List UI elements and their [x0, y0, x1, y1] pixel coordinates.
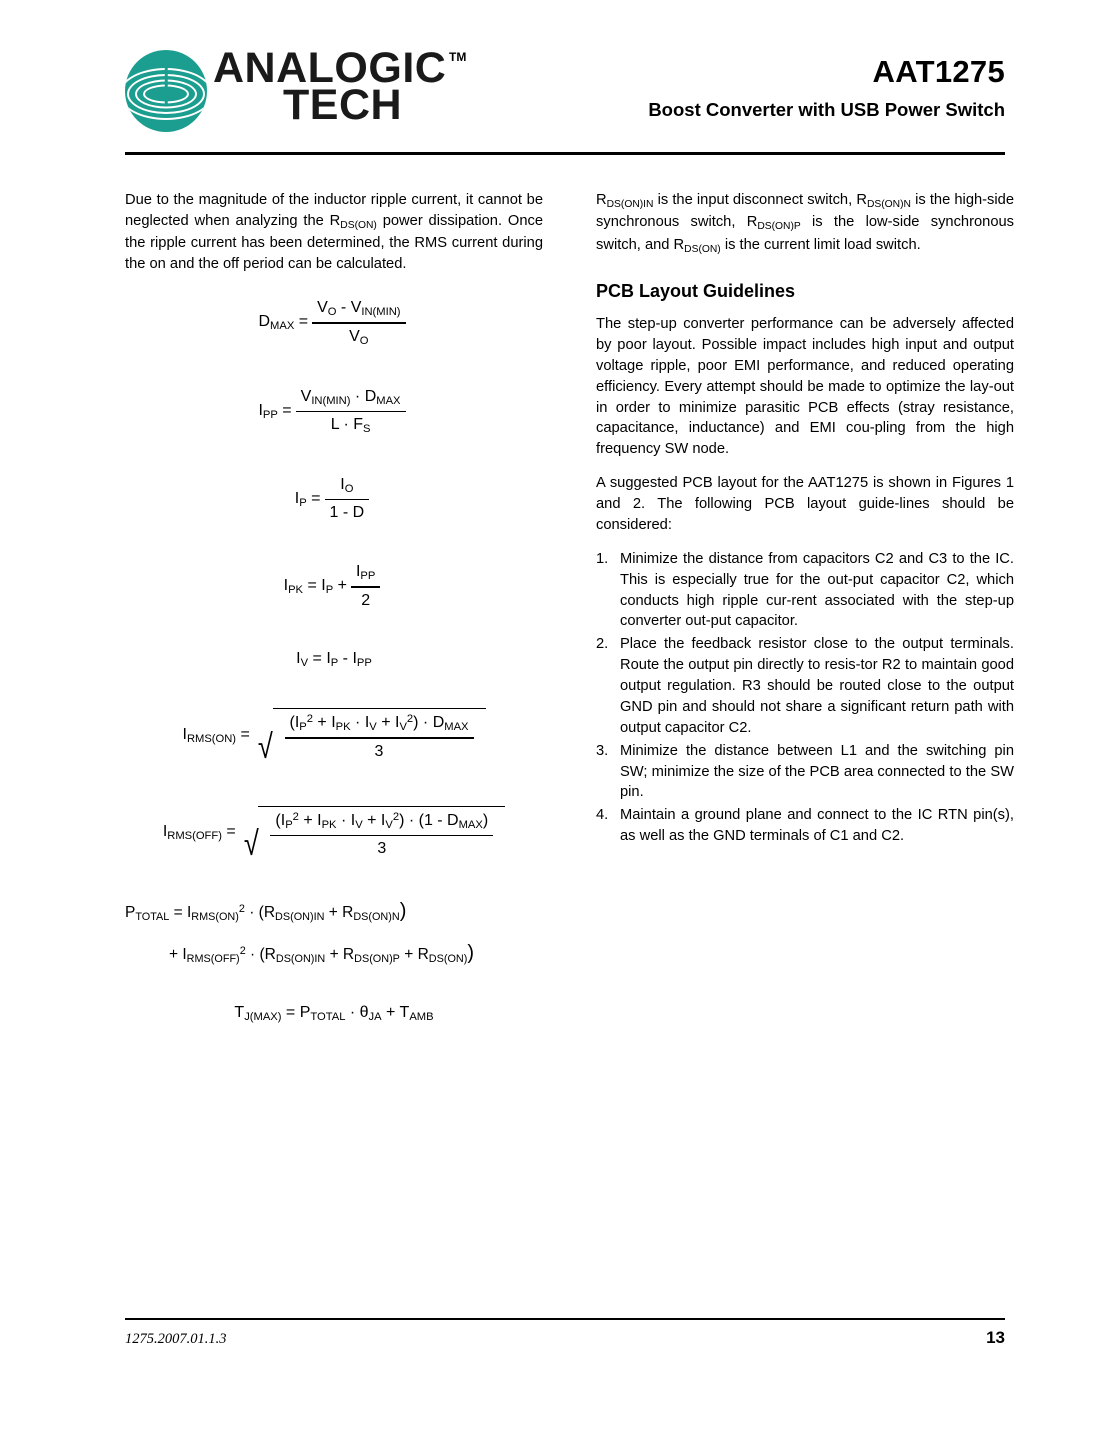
list-item	[596, 634, 1014, 738]
equation-ip-lhs: $I_P$ =	[294, 489, 321, 509]
equation-dmax-numerator: $V_O - V_{IN(MIN)}$	[317, 299, 401, 319]
equation-ip	[125, 474, 543, 525]
rdson-definition-paragraph: $R_{DS(ON)IN}$ is the input disconnect switch, $R_{DS(ON)N}$ is the high-side synchronous switch, $R_{DS(ON)P}$ is the low-side synchronous switch, and $R_{DS(ON)}$ is the current limit load switch.	[596, 192, 1015, 255]
equation-irms-off-numerator: $(I_P^2 + I_{PK} \cdot I_V + I_V^2) \cdot (1 - D_{MAX})$	[275, 810, 489, 831]
equation-dmax-fraction	[312, 297, 405, 349]
equation-irms-on	[125, 708, 543, 767]
equation-ipp-fraction	[296, 386, 406, 438]
list-item-text: Place the feedback resistor close to the output terminals. Route the output pin directly to resis-tor R2 to maintain good output regulation. R3 should be routed close to the output GND pin and should not share a significant return path with output capacitor C2.	[620, 636, 1014, 736]
equation-ptotal-line2: + $I_{RMS(OFF)}^2 \cdot (R_{DS(ON)IN} + R_{DS(ON)P} + R_{DS(ON)})$	[169, 942, 475, 966]
equation-irms-off-lhs: $I_{RMS(OFF)}$ =	[162, 823, 236, 843]
equation-ipk-denominator: 2	[361, 591, 371, 609]
equation-irms-on-fraction	[273, 708, 486, 763]
page-number: 13	[986, 1328, 1005, 1347]
logo-wordmark	[213, 44, 467, 129]
list-item-number: 1.	[596, 550, 609, 567]
equation-ipp	[125, 386, 543, 438]
intro-text-a: Due to the magnitude of the inductor ripple current, it cannot be neglected when analyzing the R	[125, 192, 543, 229]
radical-sign-icon: √	[257, 728, 273, 767]
equation-ipk-numerator: $I_{PP}$	[355, 563, 376, 583]
company-logo	[125, 44, 467, 132]
equation-ip-fraction	[325, 474, 370, 525]
equation-ipk	[125, 561, 543, 612]
equation-ipp-lhs: $I_{PP}$ =	[258, 401, 292, 421]
trademark-symbol: TM	[449, 50, 467, 64]
equation-ipk-fraction	[351, 561, 380, 612]
equation-iv	[125, 648, 543, 672]
section-heading-pcb-layout: PCB Layout Guidelines	[596, 281, 796, 302]
list-item-text: Maintain a ground plane and connect to the IC RTN pin(s), as well as the GND terminals of C1 and C2.	[620, 807, 1014, 845]
list-item	[596, 805, 1014, 847]
equation-tjmax	[125, 1002, 543, 1026]
intro-sub: DS(ON)	[340, 219, 377, 231]
equation-irms-on-numerator: $(I_P^2 + I_{PK} \cdot I_V + I_V^2) \cdot D_{MAX}$	[289, 713, 469, 734]
radical-sign-icon: √	[243, 825, 259, 864]
equation-irms-off-radical	[242, 806, 505, 864]
logo-word-tech: TECH	[283, 80, 403, 129]
list-item-text: Minimize the distance between L1 and the switching pin SW; minimize the size of the PCB area connected to the SW pin.	[620, 742, 1014, 801]
list-item	[596, 549, 1014, 633]
equation-irms-on-lhs: $I_{RMS(ON)}$ =	[182, 725, 250, 746]
list-item-number: 4.	[596, 807, 609, 824]
equation-irms-off-fraction	[258, 806, 505, 861]
analogic-logo-mark	[125, 50, 207, 132]
equation-irms-on-denominator: 3	[374, 742, 384, 760]
page-footer	[125, 1328, 1005, 1348]
part-subtitle: Boost Converter with USB Power Switch	[648, 99, 1005, 120]
pcb-paragraph-2: A suggested PCB layout for the AAT1275 is shown in Figures 1 and 2. The following PCB layout guide-lines should be considered:	[596, 475, 1014, 533]
equation-dmax-lhs: $D_{MAX}$ =	[258, 313, 309, 333]
equation-ptotal	[125, 901, 543, 968]
equation-ip-denominator: 1 - D	[329, 504, 365, 522]
equation-dmax-denominator: $V_O$	[349, 327, 369, 347]
pcb-paragraph-1: The step-up converter performance can be adversely affected by poor layout. Possible impact includes high input and output voltage ripple, poor EMI performance, and reduced operating efficiency. Every attempt should be made to optimize the lay-out in order to minimize parasitic PCB effects (stray resistance, capacitance, inductance) and EMI cou-pling from the high frequency SW node.	[596, 316, 1014, 458]
equation-ipk-lhs: $I_{PK} = I_P$ +	[283, 576, 347, 596]
equation-irms-off	[125, 806, 543, 864]
equation-iv-expression: $I_V = I_P - I_{PP}$	[296, 650, 372, 670]
equation-tjmax-expression: $T_{J(MAX)} = P_{TOTAL} \cdot \theta_{JA} + T_{AMB}$	[234, 1003, 434, 1023]
list-item-number: 3.	[596, 742, 609, 759]
equation-ipp-denominator: $L \cdot F_S$	[330, 415, 371, 436]
equation-list	[125, 297, 543, 1025]
header-title-block	[648, 54, 1005, 121]
equation-ipp-numerator: $V_{IN(MIN)} \cdot D_{MAX}$	[300, 387, 401, 407]
equation-ptotal-line1: $P_{TOTAL} = I_{RMS(ON)}^2 \cdot (R_{DS(ON)IN} + R_{DS(ON)N})$	[125, 899, 407, 923]
list-item-text: Minimize the distance from capacitors C2 and C3 to the IC. This is especially true for the out-put capacitor C2, which conducts high ripple cur-rent associated with the step-up converter out-put capacitor.	[620, 550, 1014, 630]
intro-text-b: power dissipation. Once the ripple current has been determined, the RMS current during the on and the off period can be calculated.	[125, 212, 543, 273]
equation-dmax	[125, 297, 543, 349]
footer-divider	[125, 1318, 1005, 1320]
equation-ip-numerator: $I_O$	[340, 476, 354, 496]
left-column	[125, 190, 543, 1062]
page-header	[125, 40, 1005, 148]
equation-irms-on-radical	[256, 708, 486, 767]
equation-irms-off-denominator: 3	[377, 839, 387, 857]
right-column	[596, 190, 1014, 849]
document-revision: 1275.2007.01.1.3	[125, 1331, 227, 1347]
pcb-guidelines-list	[596, 549, 1014, 847]
intro-paragraph	[125, 190, 543, 275]
part-number: AAT1275	[872, 54, 1005, 89]
list-item-number: 2.	[596, 636, 609, 653]
list-item	[596, 741, 1014, 804]
header-divider	[125, 152, 1005, 155]
logo-word-analogic: ANALOGIC	[213, 44, 447, 92]
